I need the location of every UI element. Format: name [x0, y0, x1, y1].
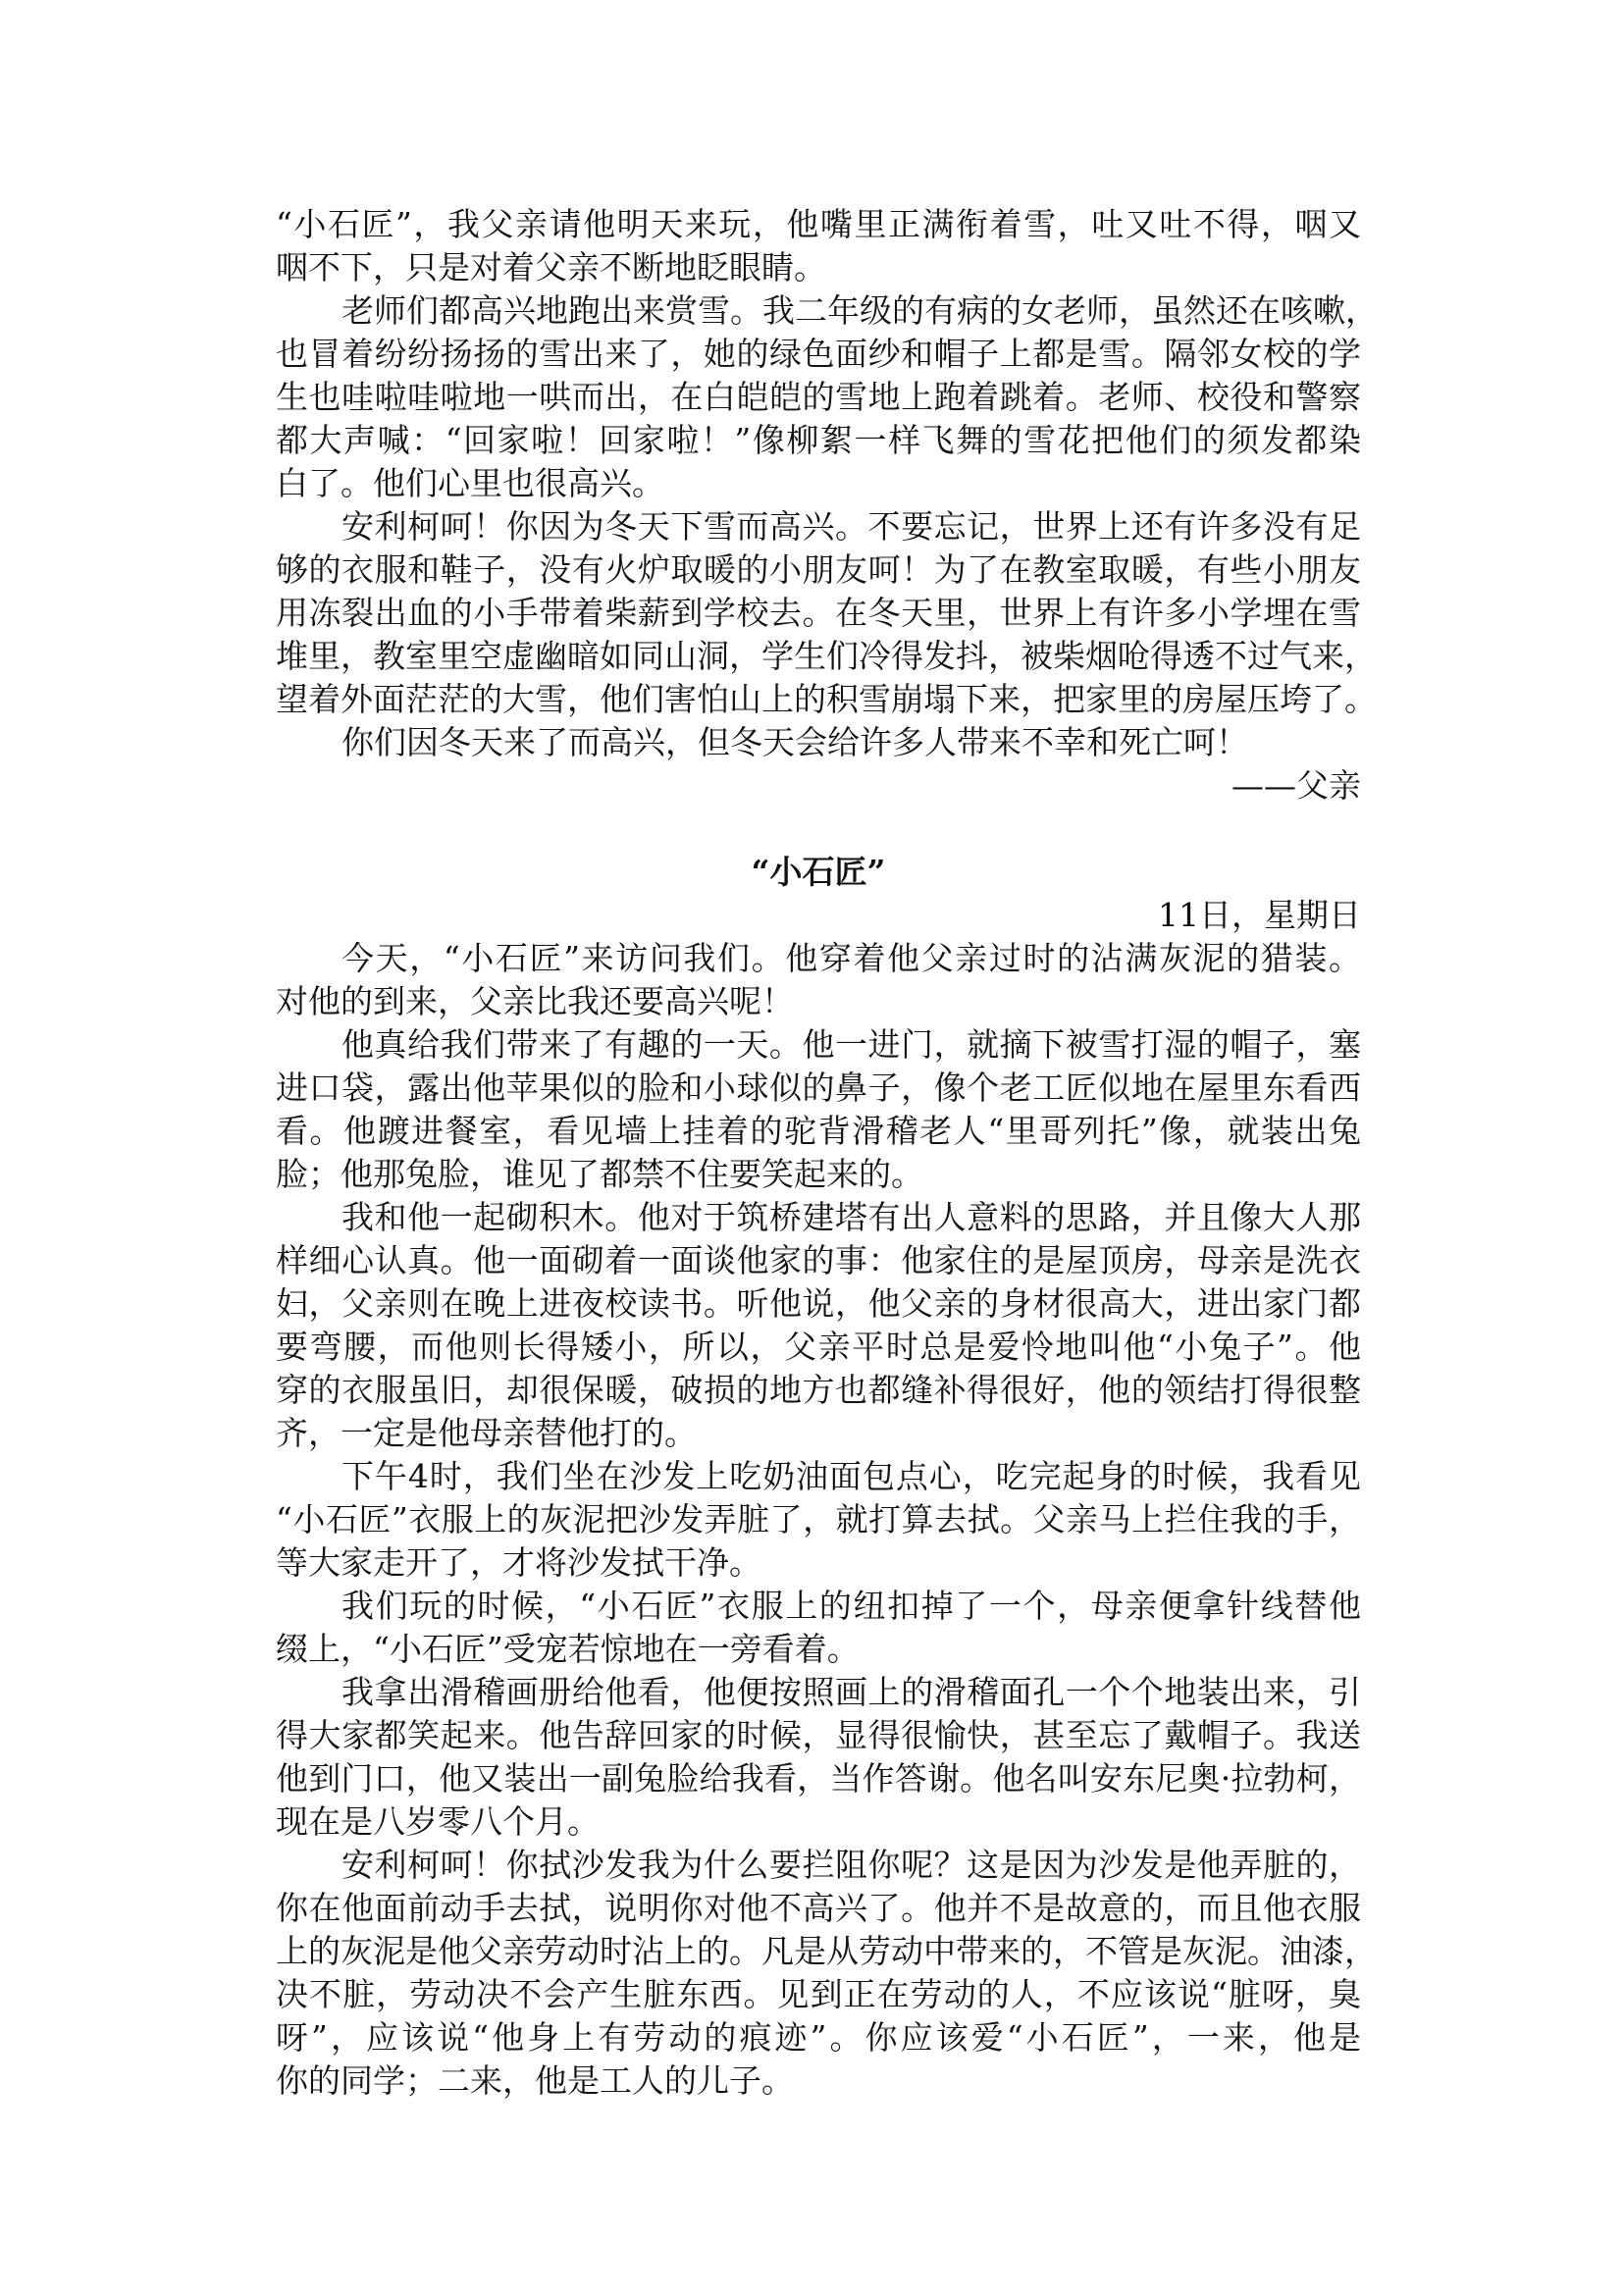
- paragraph-line: 上的灰泥是他父亲劳动时沾上的。凡是从劳动中带来的，不管是灰泥。油漆，: [276, 1932, 1377, 1970]
- paragraph-line: 生也哇啦哇啦地一哄而出，在白皑皑的雪地上跑着跳着。老师、校役和警察: [276, 378, 1361, 416]
- paragraph-line: 得大家都笑起来。他告辞回家的时候，显得很愉快，甚至忘了戴帽子。我送: [276, 1716, 1361, 1754]
- paragraph-line: 等大家走开了，才将沙发拭干净。: [276, 1543, 761, 1582]
- section-gap: [276, 808, 1361, 851]
- paragraph-line: 你们因冬天来了而高兴，但冬天会给许多人带来不幸和死亡呵！: [341, 723, 1248, 761]
- paragraph-line: 要弯腰，而他则长得矮小，所以，父亲平时总是爱怜地叫他“小兔子”。他: [276, 1328, 1361, 1366]
- paragraph-line: 都大声喊：“回家啦！回家啦！”像柳絮一样飞舞的雪花把他们的须发都染: [276, 421, 1361, 459]
- paragraph-line: 脸；他那兔脸，谁见了都禁不住要笑起来的。: [276, 1155, 923, 1193]
- signature: ——父亲: [1231, 766, 1361, 805]
- paragraph-line: “小石匠”，我父亲请他明天来玩，他嘴里正满衔着雪，吐又吐不得，咽又: [276, 205, 1361, 243]
- paragraph-line: 妇，父亲则在晚上进夜校读书。听他说，他父亲的身材很高大，进出家门都: [276, 1284, 1361, 1323]
- paragraph-line: 决不脏，劳动决不会产生脏东西。见到正在劳动的人，不应该说“脏呀，臭: [276, 1975, 1361, 2013]
- document-page: [276, 203, 1378, 2103]
- paragraph-line: 他真给我们带来了有趣的一天。他一进门，就摘下被雪打湿的帽子，塞: [341, 1025, 1361, 1064]
- paragraph-line: 也冒着纷纷扬扬的雪出来了，她的绿色面纱和帽子上都是雪。隔邻女校的学: [276, 335, 1361, 373]
- paragraph-line: 我拿出滑稽画册给他看，他便按照画上的滑稽面孔一个个地装出来，引: [341, 1673, 1361, 1711]
- paragraph-line: 今天，“小石匠”来访问我们。他穿着他父亲过时的沾满灰泥的猎装。: [341, 939, 1361, 977]
- paragraph-line: 穿的衣服虽旧，却很保暖，破损的地方也都缝补得很好，他的领结打得很整: [276, 1371, 1361, 1409]
- section-title: “小石匠”: [751, 853, 886, 891]
- paragraph-line: 现在是八岁零八个月。: [276, 1802, 600, 1841]
- paragraph-line: 够的衣服和鞋子，没有火炉取暖的小朋友呵！为了在教室取暖，有些小朋友: [276, 550, 1361, 589]
- paragraph-line: 他到门口，他又装出一副兔脸给我看，当作答谢。他名叫安东尼奥·拉勃柯，: [276, 1759, 1361, 1798]
- paragraph-line: 白了。他们心里也很高兴。: [276, 464, 664, 502]
- paragraph-line: 进口袋，露出他苹果似的脸和小球似的鼻子，像个老工匠似地在屋里东看西: [276, 1069, 1361, 1107]
- section-date: 11日，星期日: [1158, 896, 1361, 934]
- paragraph-line: 望着外面茫茫的大雪，他们害怕山上的积雪崩塌下来，把家里的房屋压垮了。: [276, 680, 1377, 718]
- paragraph-line: 咽不下，只是对着父亲不断地眨眼睛。: [276, 248, 826, 287]
- paragraph-line: 我和他一起砌积木。他对于筑桥建塔有出人意料的思路，并且像大人那: [341, 1198, 1361, 1236]
- paragraph-line: 齐，一定是他母亲替他打的。: [276, 1414, 697, 1452]
- paragraph-line: 安利柯呵！你拭沙发我为什么要拦阻你呢？这是因为沙发是他弄脏的，: [341, 1846, 1361, 1884]
- paragraph-line: 你在他面前动手去拭，说明你对他不高兴了。他并不是故意的，而且他衣服: [276, 1889, 1361, 1927]
- paragraph-line: 堆里，教室里空虚幽暗如同山洞，学生们冷得发抖，被柴烟呛得透不过气来，: [276, 637, 1377, 675]
- paragraph-line: 缀上，“小石匠”受宠若惊地在一旁看着。: [276, 1630, 860, 1668]
- paragraph-line: 用冻裂出血的小手带着柴薪到学校去。在冬天里，世界上有许多小学埋在雪: [276, 594, 1361, 632]
- paragraph-line: 样细心认真。他一面砌着一面谈他家的事：他家住的是屋顶房，母亲是洗衣: [276, 1241, 1361, 1279]
- paragraph-line: 下午4时，我们坐在沙发上吃奶油面包点心，吃完起身的时候，我看见: [341, 1457, 1361, 1495]
- paragraph-line: 对他的到来，父亲比我还要高兴呢！: [276, 982, 794, 1020]
- paragraph-line: 呀”，应该说“他身上有劳动的痕迹”。你应该爱“小石匠”，一来，他是: [276, 2018, 1361, 2057]
- paragraph-line: 安利柯呵！你因为冬天下雪而高兴。不要忘记，世界上还有许多没有足: [341, 507, 1361, 546]
- paragraph-line: 看。他踱进餐室，看见墙上挂着的驼背滑稽老人“里哥列托”像，就装出兔: [276, 1112, 1361, 1150]
- paragraph-line: “小石匠”衣服上的灰泥把沙发弄脏了，就打算去拭。父亲马上拦住我的手，: [276, 1500, 1361, 1538]
- paragraph-line: 我们玩的时候，“小石匠”衣服上的纽扣掉了一个，母亲便拿针线替他: [341, 1587, 1361, 1625]
- paragraph-line: 老师们都高兴地跑出来赏雪。我二年级的有病的女老师，虽然还在咳嗽，: [341, 291, 1378, 330]
- paragraph-line: 你的同学；二来，他是工人的儿子。: [276, 2061, 794, 2100]
